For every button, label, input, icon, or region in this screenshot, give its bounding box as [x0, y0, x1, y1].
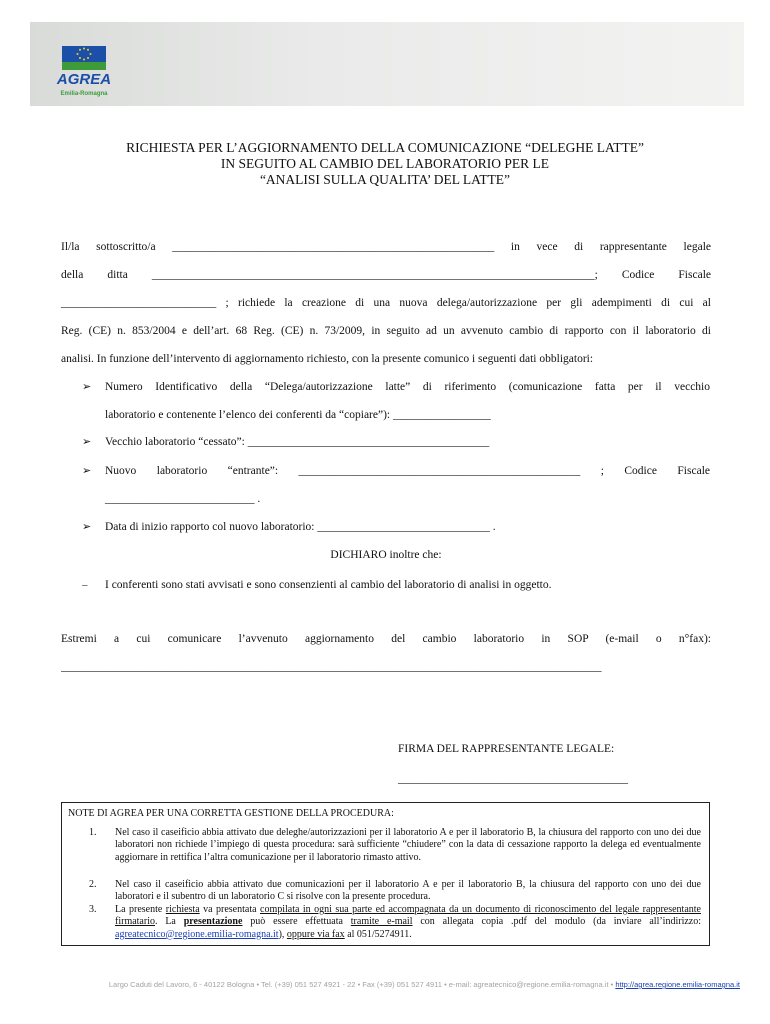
note-3-fax-method: oppure via fax [286, 928, 345, 940]
footer-address: Largo Caduti del Lavoro, 6 - 40122 Bologna • Tel. (+39) 051 527 4921 - 22 • Fax (+39) 051 527 4911 • e-mail: agreatecnico@regione.emilia-romagna.it • [108, 980, 616, 989]
notes-email-link[interactable]: agreatecnico@regione.emilia-romagna.it [115, 928, 279, 940]
notes-title: NOTE DI AGREA PER UNA CORRETTA GESTIONE DELLA PROCEDURA: [68, 808, 394, 819]
footer [30, 980, 740, 989]
bullet-arrow-icon: ➢ [82, 381, 92, 393]
dash-icon: – [82, 579, 88, 591]
contact-line: ______________________________________________________________________________________________ [61, 661, 602, 673]
note-3-richiesta: richiesta [165, 904, 200, 915]
note-3-part: ), [278, 928, 287, 940]
note-3-part: con allegata copia .pdf del modulo (da inviare all’indirizzo: [412, 916, 701, 928]
footer-website-link[interactable]: http://agrea.regione.emilia-romagna.it [615, 980, 740, 989]
note-3-part: La presente [115, 904, 166, 915]
note-3-number: 3. [89, 904, 97, 915]
note-1-text: Nel caso il caseificio abbia attivato due deleghe/autorizzazioni per il laboratorio A e per il laboratorio B, la chiusura del rapporto con uno dei due laboratori non richiede l’impiego di questa procedura: sarà sufficiente “chiudere” con la data di cessazione rapporto la delega ed eventualmente aggiornare in rettifica l’altra comunicazione per il laboratorio rimasto attivo. [115, 827, 701, 863]
note-3-requirement: compilata in ogni sua parte ed accompagnata da un documento di riconoscimento del legale rappresentante firmatario [115, 904, 701, 928]
bullet-arrow-icon: ➢ [82, 521, 92, 533]
bullet-arrow-icon: ➢ [82, 465, 92, 477]
body-line-4: Reg. (CE) n. 853/2004 e dell’art. 68 Reg. (CE) n. 73/2009, in seguito ad un avvenuto cambio di rapporto con il laboratorio di [61, 325, 711, 337]
note-3-part: va presentata [199, 904, 260, 915]
bullet-1-line-2: laboratorio e contenente l’elenco dei conferenti da “copiare”): _________________ [105, 409, 491, 421]
bullet-3-line-1: Nuovo laboratorio “entrante”: _________________________________________________ ; Codice Fiscale [105, 465, 710, 477]
title-line-2: IN SEGUITO AL CAMBIO DEL LABORATORIO PER LE [220, 156, 550, 171]
signature-line: ________________________________________ [398, 773, 628, 785]
body-line-1: Il/la sottoscritto/a ________________________________________________________ in vece di rappresentante legale [61, 241, 711, 253]
note-3-part: . La [154, 916, 184, 928]
bullet-1-line-1: Numero Identificativo della “Delega/autorizzazione latte” di riferimento (comunicazione fatta per il vecchio [105, 381, 710, 393]
body-line-5: analisi. In funzione dell’intervento di aggiornamento richiesto, con la presente comunico i seguenti dati obbligatori: [61, 353, 594, 365]
bullet-3-line-2: __________________________ . [105, 493, 261, 505]
header-band [30, 22, 744, 106]
bullet-4: Data di inizio rapporto col nuovo laboratorio: ______________________________ . [105, 521, 496, 533]
signature-label: FIRMA DEL RAPPRESENTANTE LEGALE: [398, 743, 615, 755]
declaration-item: I conferenti sono stati avvisati e sono consenzienti al cambio del laboratorio di analisi in oggetto. [105, 579, 552, 591]
note-3-text [115, 904, 701, 941]
logo-green-band [62, 62, 106, 70]
body-line-2: della ditta _____________________________________________________________________________; Codice Fiscale [61, 269, 711, 281]
document-title [40, 140, 730, 188]
note-3-part: può essere effettuata [242, 916, 351, 928]
note-2-number: 2. [89, 879, 97, 890]
notes-box [61, 802, 710, 946]
logo-subtext: Emilia-Romagna [60, 91, 108, 97]
bullet-2: Vecchio laboratorio “cessato”: __________________________________________ [105, 436, 490, 448]
agrea-logo [52, 44, 116, 100]
body-line-3: ___________________________ ; richiede la creazione di una nuova delega/autorizzazione per gli adempimenti di cui al [61, 297, 711, 309]
note-1-number: 1. [89, 827, 97, 838]
declaration-heading: DICHIARO inoltre che: [330, 549, 442, 561]
note-3-presentazione: presentazione [183, 916, 243, 928]
note-2-text: Nel caso il caseificio abbia attivato due comunicazioni per il laboratorio A e per il laboratorio B, la chiusura del rapporto con uno dei due laboratori e il subentro di un laboratorio C si risolve con la presente procedura. [115, 879, 701, 903]
contact-label: Estremi a cui comunicare l’avvenuto aggiornamento del cambio laboratorio in SOP (e-mail o n°fax): [61, 633, 711, 645]
logo-text: AGREA [56, 71, 112, 88]
note-3-email-method: tramite e-mail [350, 916, 413, 928]
bullet-arrow-icon: ➢ [82, 436, 92, 448]
title-line-3: “ANALISI SULLA QUALITA’ DEL LATTE” [259, 172, 511, 187]
note-3-part: al 051/5274911. [344, 928, 412, 940]
title-line-1: RICHIESTA PER L’AGGIORNAMENTO DELLA COMUNICAZIONE “DELEGHE LATTE” [126, 140, 644, 155]
